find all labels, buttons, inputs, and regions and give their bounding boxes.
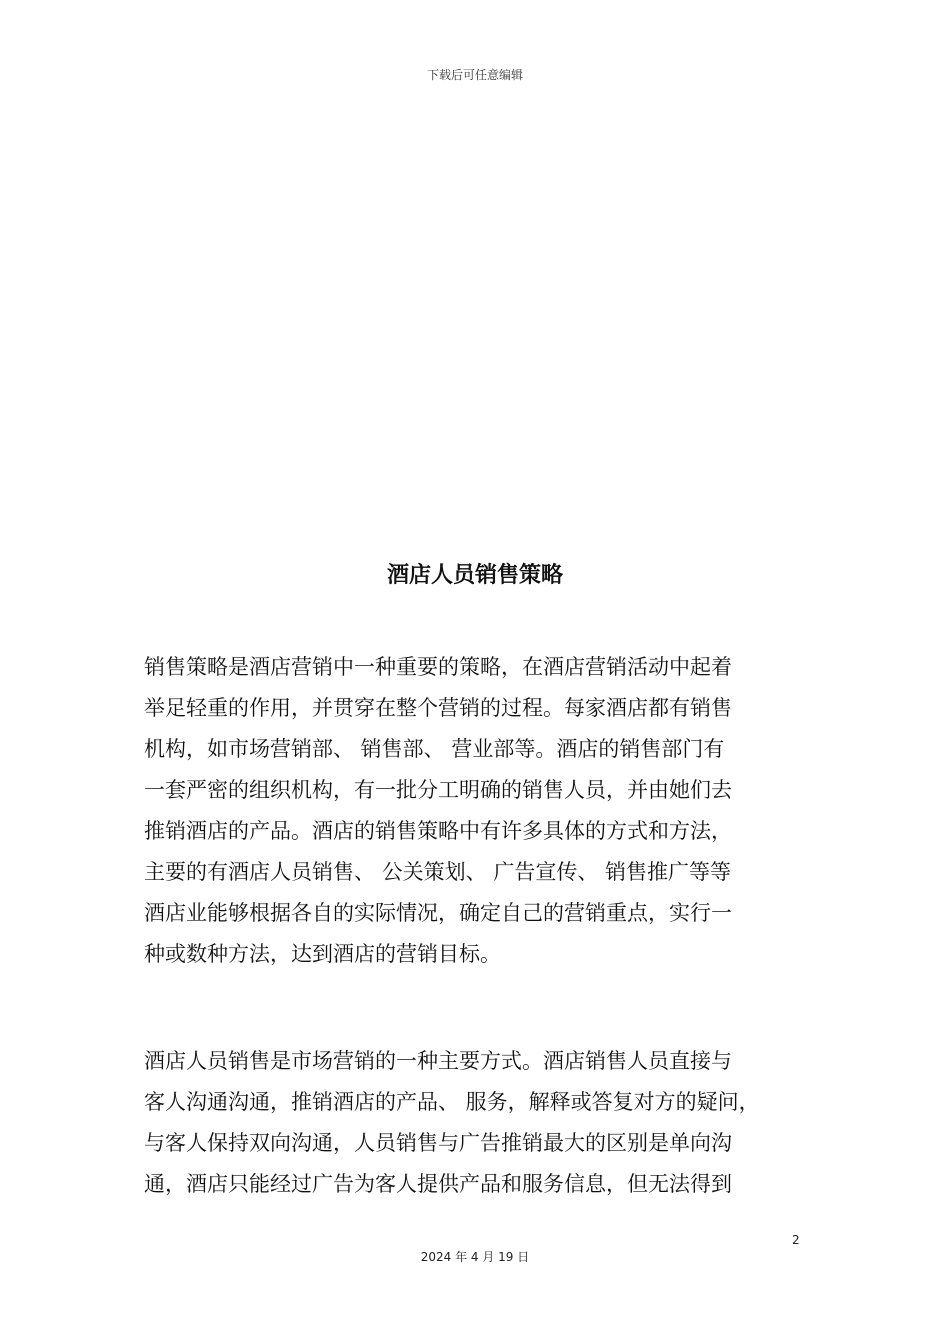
paragraph-2 — [144, 1041, 824, 1205]
text-line: 酒店业能够根据各自的实际情况，确定自己的营销重点，实行一 — [144, 901, 732, 925]
text-line: 举足轻重的作用，并贯穿在整个营销的过程。每家酒店都有销售 — [144, 696, 732, 720]
text-line: 主要的有酒店人员销售、 公关策划、 广告宣传、 销售推广等等 — [144, 860, 732, 884]
page-header-note: 下载后可任意编辑 — [426, 68, 523, 82]
page-number: 2 — [792, 1233, 800, 1247]
text-line: 种或数种方法，达到酒店的营销目标。 — [144, 942, 501, 966]
text-line: 推销酒店的产品。酒店的销售策略中有许多具体的方式和方法， — [144, 819, 732, 843]
text-line: 一套严密的组织机构，有一批分工明确的销售人员，并由她们去 — [144, 778, 732, 802]
text-line: 与客人保持双向沟通，人员销售与广告推销最大的区别是单向沟 — [144, 1131, 732, 1155]
paragraph-1 — [144, 647, 824, 975]
document-title: 酒店人员销售策略 — [386, 563, 563, 588]
text-line: 客人沟通沟通，推销酒店的产品、 服务，解释或答复对方的疑问， — [144, 1090, 760, 1114]
text-line: 机构，如市场营销部、 销售部、 营业部等。酒店的销售部门有 — [144, 737, 725, 761]
text-line: 酒店人员销售是市场营销的一种主要方式。酒店销售人员直接与 — [144, 1049, 732, 1073]
text-line: 销售策略是酒店营销中一种重要的策略，在酒店营销活动中起着 — [144, 655, 732, 679]
text-line: 通，酒店只能经过广告为客人提供产品和服务信息，但无法得到 — [144, 1172, 732, 1196]
footer-date: 2024 年 4 月 19 日 — [420, 1250, 530, 1264]
